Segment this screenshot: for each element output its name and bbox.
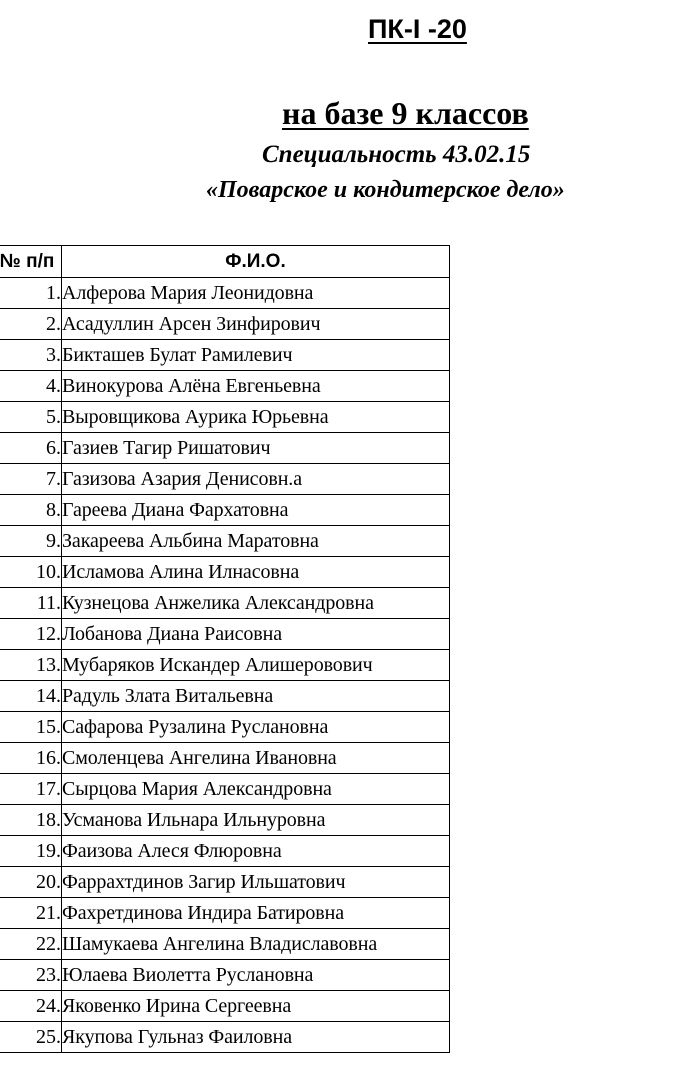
row-number: 5. [0, 402, 62, 433]
row-number: 21. [0, 898, 62, 929]
row-number: 7. [0, 464, 62, 495]
student-name: Смоленцева Ангелина Ивановна [62, 743, 450, 774]
row-number: 22. [0, 929, 62, 960]
student-name: Газиев Тагир Ришатович [62, 433, 450, 464]
row-number: 17. [0, 774, 62, 805]
student-name: Исламова Алина Илнасовна [62, 557, 450, 588]
table-row [0, 340, 450, 371]
table-row [0, 836, 450, 867]
student-list-table [0, 245, 450, 1053]
student-name: Лобанова Диана Раисовна [62, 619, 450, 650]
student-name: Шамукаева Ангелина Владиславовна [62, 929, 450, 960]
student-name: Бикташев Булат Рамилевич [62, 340, 450, 371]
row-number: 8. [0, 495, 62, 526]
base-title: на базе 9 классов [282, 95, 529, 131]
table-row [0, 495, 450, 526]
table-row [0, 588, 450, 619]
row-number: 15. [0, 712, 62, 743]
student-name: Выровщикова Аурика Юрьевна [62, 402, 450, 433]
specialty-code: Специальность 43.02.15 [262, 141, 531, 168]
table-row [0, 929, 450, 960]
student-name: Алферова Мария Леонидовна [62, 278, 450, 309]
student-name: Фахретдинова Индира Батировна [62, 898, 450, 929]
student-name: Газизова Азария Денисовн.а [62, 464, 450, 495]
student-name: Асадуллин Арсен Зинфирович [62, 309, 450, 340]
table-row [0, 464, 450, 495]
row-number: 2. [0, 309, 62, 340]
specialty-name: «Поварское и кондитерское дело» [206, 177, 565, 203]
column-header-full-name: Ф.И.О. [62, 246, 450, 278]
row-number: 20. [0, 867, 62, 898]
row-number: 16. [0, 743, 62, 774]
row-number: 13. [0, 650, 62, 681]
table-row [0, 960, 450, 991]
student-name: Кузнецова Анжелика Александровна [62, 588, 450, 619]
student-name: Фаррахтдинов Загир Ильшатович [62, 867, 450, 898]
table-row [0, 712, 450, 743]
table-row [0, 402, 450, 433]
group-title: ПК-I -20 [368, 14, 467, 44]
student-name: Сырцова Мария Александровна [62, 774, 450, 805]
table-row [0, 867, 450, 898]
table-header-row [0, 246, 450, 278]
row-number: 24. [0, 991, 62, 1022]
table-row [0, 526, 450, 557]
table-row [0, 278, 450, 309]
table-row [0, 743, 450, 774]
row-number: 19. [0, 836, 62, 867]
table-row [0, 898, 450, 929]
row-number: 1. [0, 278, 62, 309]
table-row [0, 309, 450, 340]
student-name: Якупова Гульназ Фаиловна [62, 1022, 450, 1053]
row-number: 12. [0, 619, 62, 650]
student-name: Гареева Диана Фархатовна [62, 495, 450, 526]
row-number: 6. [0, 433, 62, 464]
table-row [0, 681, 450, 712]
student-name: Закареева Альбина Маратовна [62, 526, 450, 557]
row-number: 9. [0, 526, 62, 557]
table-row [0, 650, 450, 681]
table-row [0, 371, 450, 402]
student-name: Сафарова Рузалина Руслановна [62, 712, 450, 743]
table-row [0, 774, 450, 805]
table-row [0, 805, 450, 836]
row-number: 10. [0, 557, 62, 588]
table-row [0, 557, 450, 588]
row-number: 25. [0, 1022, 62, 1053]
table-row [0, 991, 450, 1022]
row-number: 11. [0, 588, 62, 619]
student-name: Юлаева Виолетта Руслановна [62, 960, 450, 991]
column-header-number: № п/п [0, 246, 62, 278]
row-number: 4. [0, 371, 62, 402]
row-number: 14. [0, 681, 62, 712]
student-name: Усманова Ильнара Ильнуровна [62, 805, 450, 836]
table-row [0, 1022, 450, 1053]
student-name: Фаизова Алеся Флюровна [62, 836, 450, 867]
row-number: 18. [0, 805, 62, 836]
student-name: Яковенко Ирина Сергеевна [62, 991, 450, 1022]
table-row [0, 433, 450, 464]
student-name: Радуль Злата Витальевна [62, 681, 450, 712]
row-number: 3. [0, 340, 62, 371]
row-number: 23. [0, 960, 62, 991]
student-name: Мубаряков Искандер Алишеровович [62, 650, 450, 681]
table-row [0, 619, 450, 650]
student-name: Винокурова Алёна Евгеньевна [62, 371, 450, 402]
